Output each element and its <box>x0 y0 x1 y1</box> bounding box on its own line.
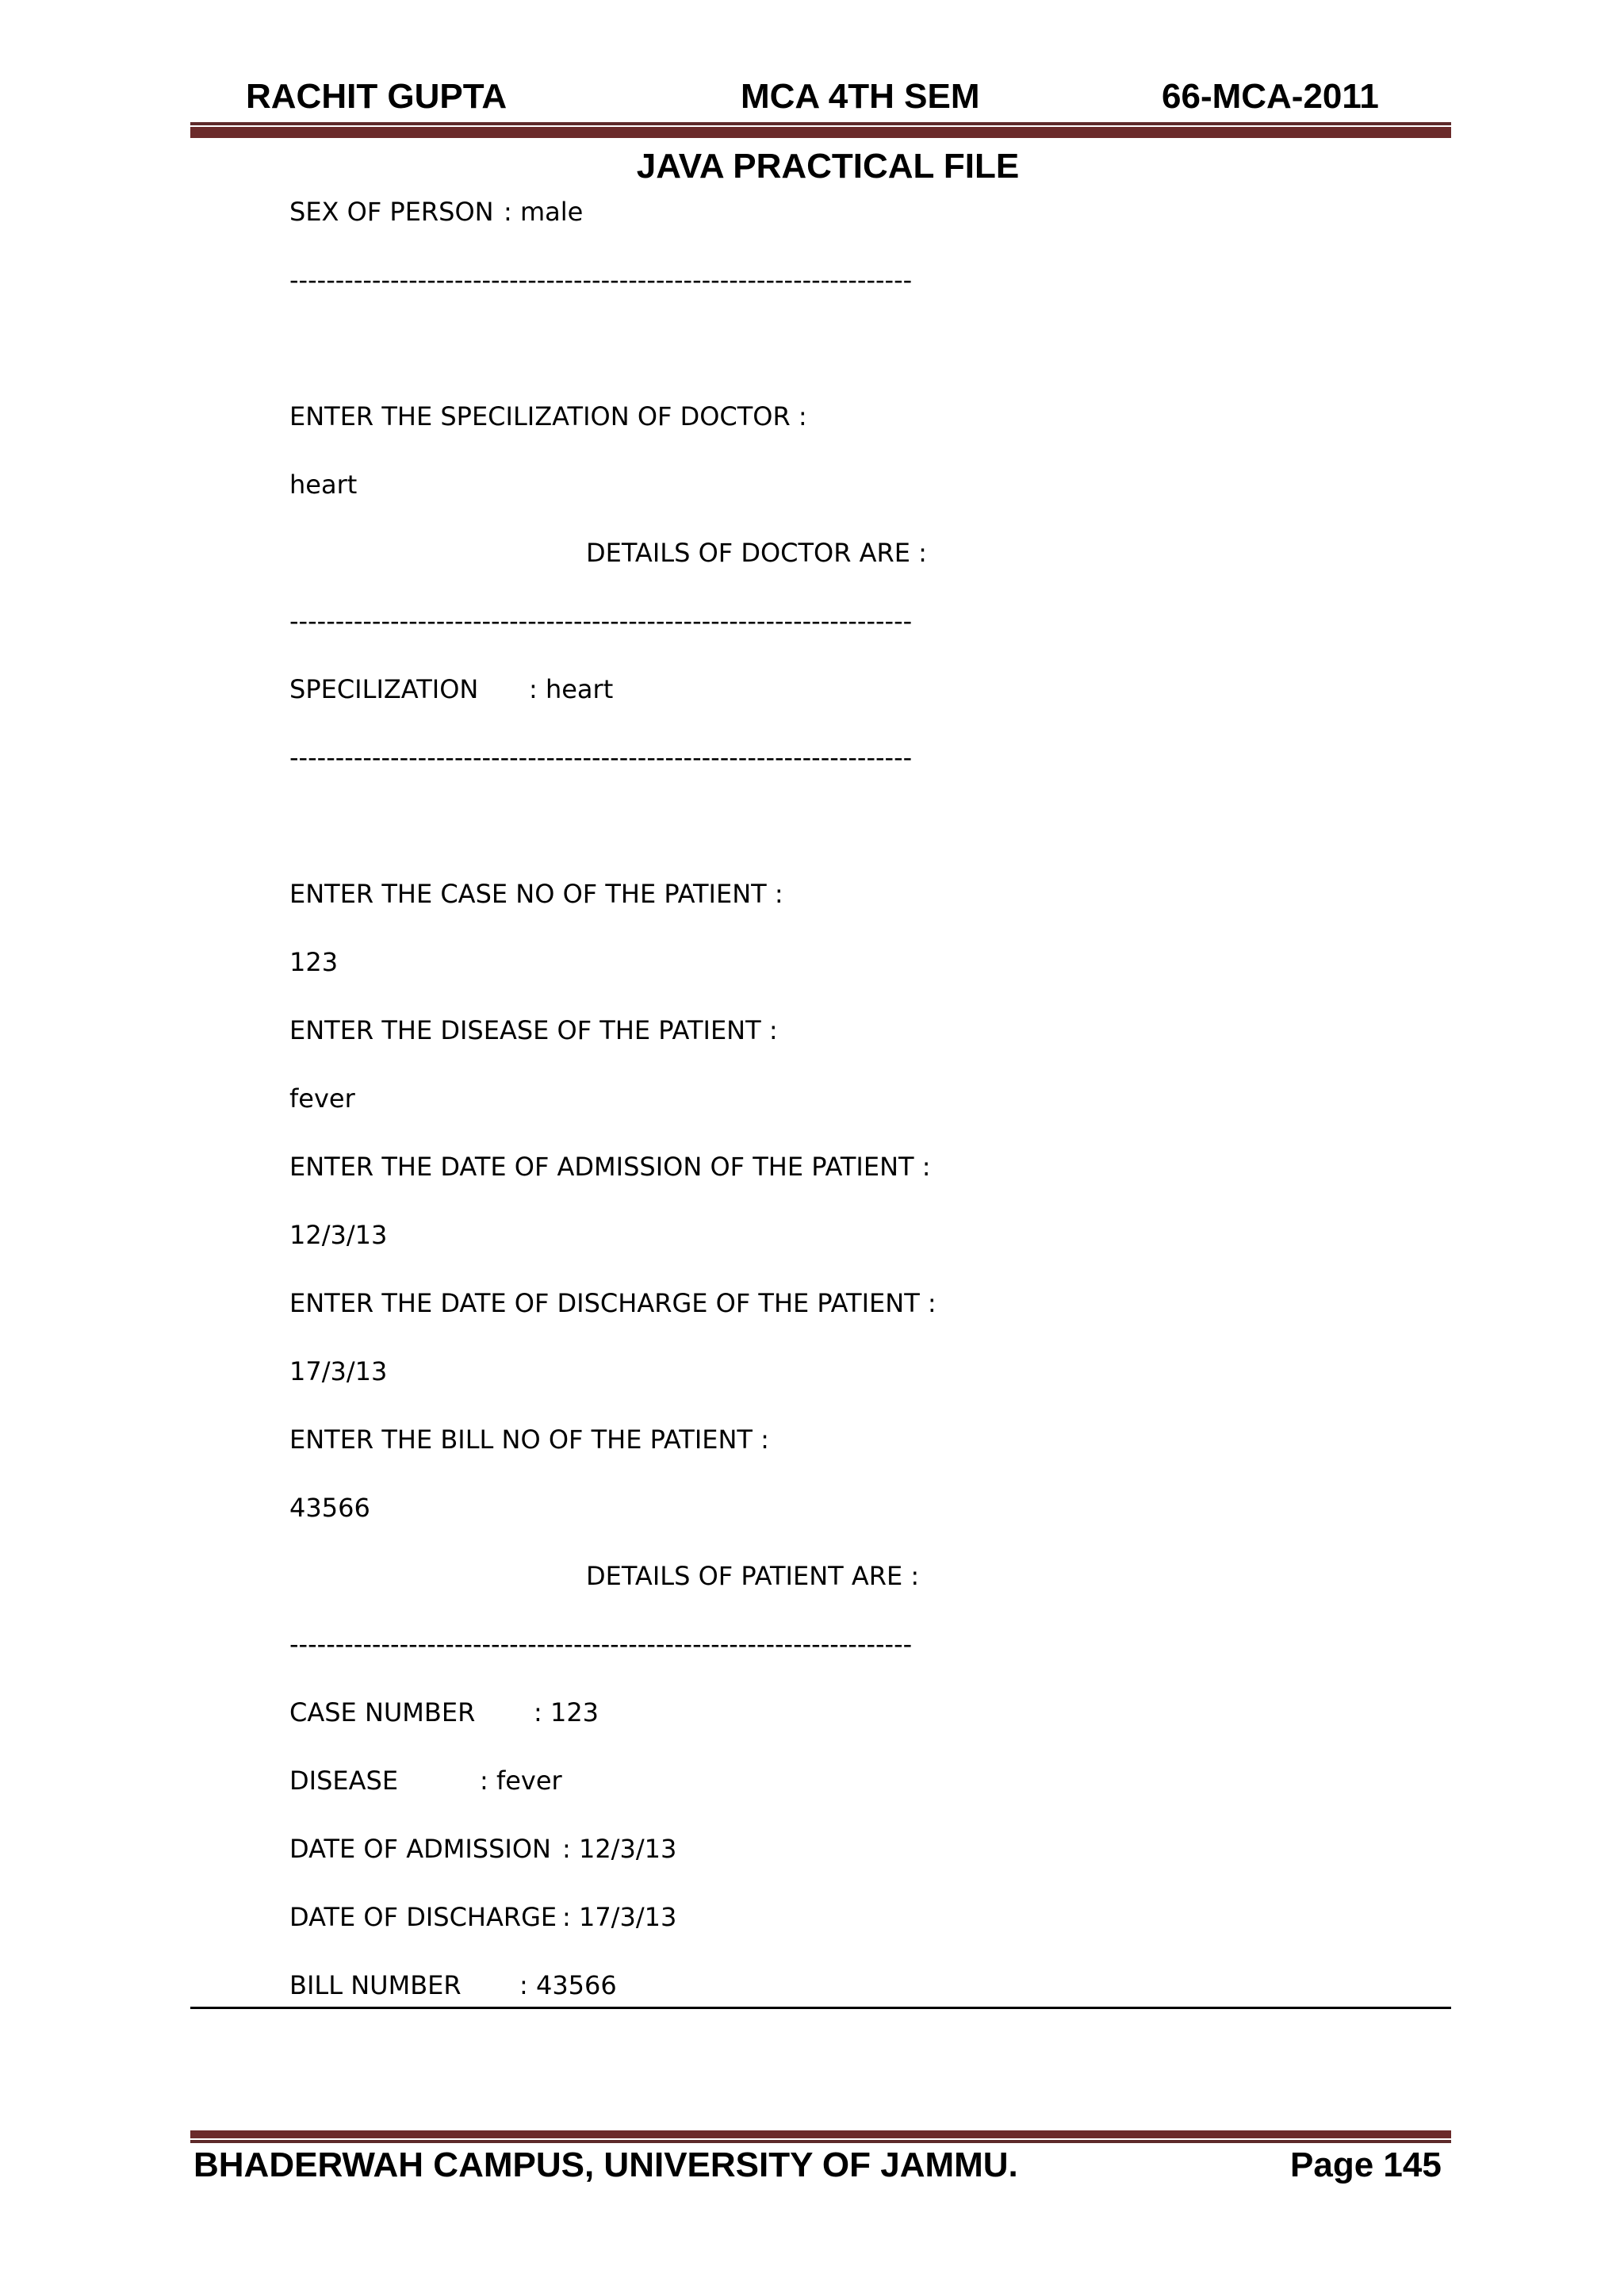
page-subtitle: JAVA PRACTICAL FILE <box>636 147 1020 186</box>
date-admission-value: : 12/3/13 <box>562 1834 677 1864</box>
specialization-value: : heart <box>529 674 614 704</box>
prompt-discharge: ENTER THE DATE OF DISCHARGE OF THE PATIENT : <box>289 1288 936 1318</box>
separator-line: -------------------------------------------------------------------- <box>289 742 913 773</box>
separator-line: -------------------------------------------------------------------- <box>289 1629 913 1659</box>
date-admission-label: DATE OF ADMISSION <box>289 1834 551 1864</box>
output-line-date-discharge <box>289 1896 1447 1964</box>
sex-label: SEX OF PERSON <box>289 197 494 227</box>
output-line-specialization <box>289 668 1447 736</box>
input-bill-no: 43566 <box>289 1493 370 1523</box>
prompt-admission: ENTER THE DATE OF ADMISSION OF THE PATIENT : <box>289 1152 931 1182</box>
date-discharge-label: DATE OF DISCHARGE <box>289 1902 557 1932</box>
blank-line <box>289 804 1447 872</box>
separator-line: -------------------------------------------------------------------- <box>289 606 913 636</box>
header-roll-number: 66-MCA-2011 <box>1162 77 1379 116</box>
output-line-disease <box>289 1759 1447 1827</box>
header-rule-thin <box>190 122 1451 125</box>
bill-number-label: BILL NUMBER <box>289 1970 462 2000</box>
footer-rule-thick <box>190 2130 1451 2138</box>
content-bottom-rule <box>190 2007 1451 2009</box>
input-discharge: 17/3/13 <box>289 1356 388 1386</box>
output-line-case-number <box>289 1691 1447 1759</box>
input-case-no: 123 <box>289 947 339 977</box>
prompt-case-no: ENTER THE CASE NO OF THE PATIENT : <box>289 879 783 909</box>
specialization-label: SPECILIZATION <box>289 674 479 704</box>
patient-details-heading: DETAILS OF PATIENT ARE : <box>586 1561 920 1591</box>
output-line-sex <box>289 190 1447 259</box>
prompt-specialization: ENTER THE SPECILIZATION OF DOCTOR : <box>289 401 807 431</box>
disease-label: DISEASE <box>289 1766 399 1796</box>
header-rule-thick <box>190 127 1451 138</box>
output-line-date-admission <box>289 1827 1447 1896</box>
blank-line <box>289 327 1447 395</box>
input-specialization: heart <box>289 470 358 500</box>
case-number-label: CASE NUMBER <box>289 1697 476 1727</box>
disease-value: : fever <box>480 1766 562 1796</box>
bill-number-value: : 43566 <box>519 1970 617 2000</box>
page-number: Page 145 <box>1290 2145 1442 2184</box>
separator-line: -------------------------------------------------------------------- <box>289 265 913 295</box>
footer-campus: BHADERWAH CAMPUS, UNIVERSITY OF JAMMU. <box>193 2145 1018 2184</box>
sex-value: : male <box>504 197 584 227</box>
program-output <box>289 190 1447 2032</box>
input-disease: fever <box>289 1083 355 1114</box>
prompt-disease: ENTER THE DISEASE OF THE PATIENT : <box>289 1015 778 1045</box>
date-discharge-value: : 17/3/13 <box>562 1902 677 1932</box>
doctor-details-heading: DETAILS OF DOCTOR ARE : <box>586 538 927 568</box>
case-number-value: : 123 <box>534 1697 599 1727</box>
prompt-bill-no: ENTER THE BILL NO OF THE PATIENT : <box>289 1424 769 1455</box>
header-name: RACHIT GUPTA <box>246 77 508 116</box>
input-admission: 12/3/13 <box>289 1220 388 1250</box>
header-semester: MCA 4TH SEM <box>741 77 980 116</box>
output-line-bill-number <box>289 1964 1447 2032</box>
